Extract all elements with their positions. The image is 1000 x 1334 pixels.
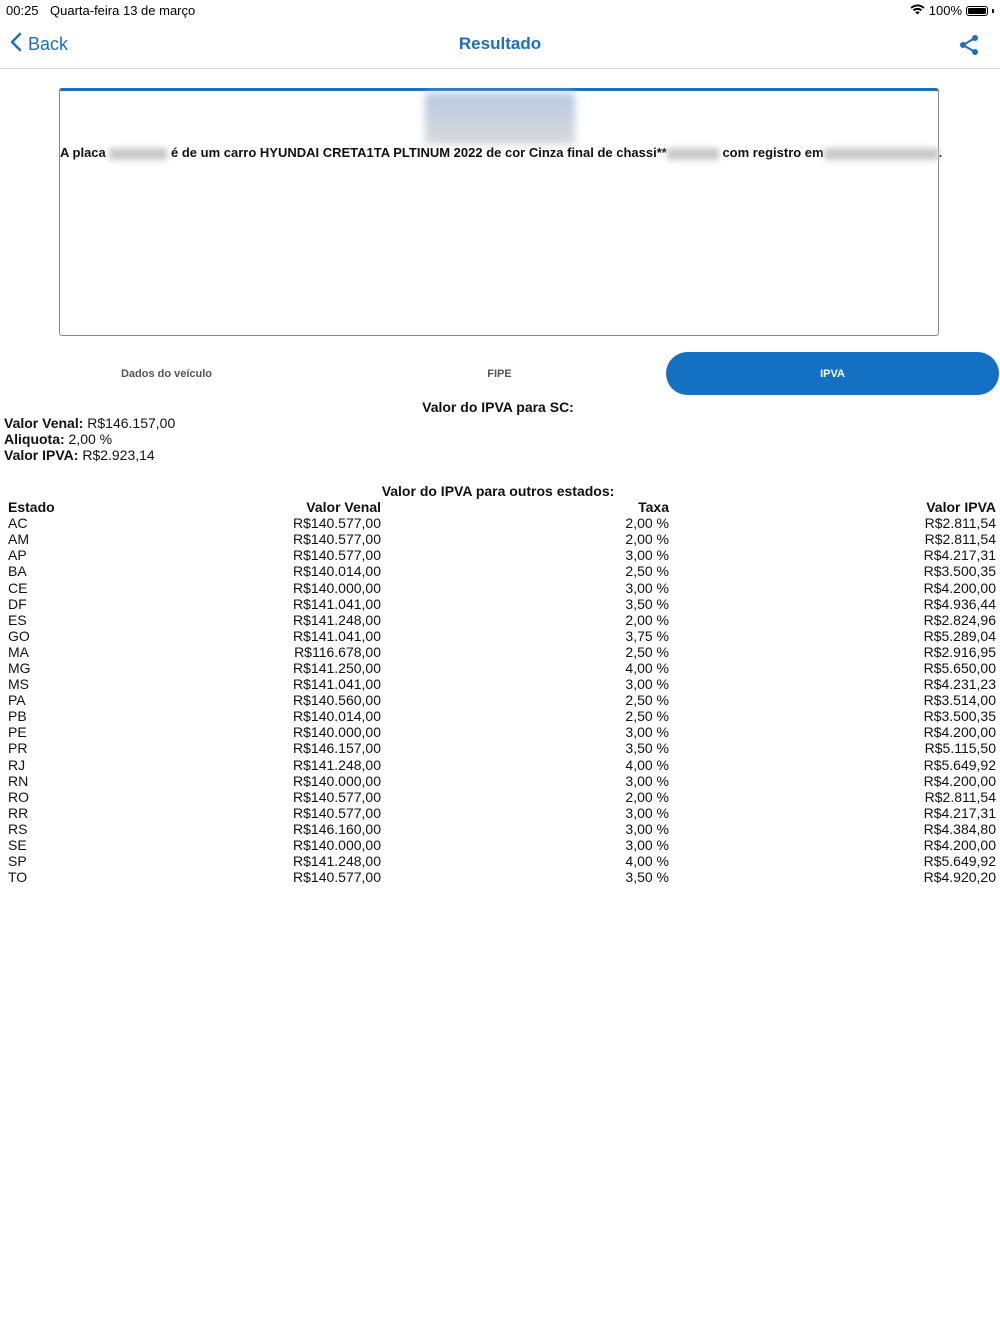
page-title: Resultado	[458, 34, 542, 53]
cell-taxa: 3,50 %	[625, 740, 669, 757]
sc-aliquota-value: 2,00 %	[68, 431, 113, 447]
cell-valor-ipva: R$5.289,04	[923, 627, 996, 644]
table-row	[8, 837, 996, 853]
status-time: 00:25	[6, 3, 39, 18]
cell-taxa: 4,00 %	[625, 853, 669, 870]
cell-estado: ES	[8, 611, 27, 628]
header-valor-ipva: Valor IPVA	[926, 499, 996, 516]
cell-valor-venal: R$116.678,00	[294, 643, 381, 660]
vehicle-description	[60, 145, 942, 160]
blurred-logo	[425, 93, 575, 145]
cell-valor-ipva: R$3.500,35	[923, 563, 996, 580]
cell-valor-ipva: R$4.217,31	[923, 547, 996, 564]
cell-taxa: 3,00 %	[625, 579, 669, 596]
table-row	[8, 789, 996, 805]
table-row	[8, 596, 996, 612]
battery-icon	[966, 6, 988, 16]
cell-valor-venal: R$140.014,00	[293, 563, 381, 580]
cell-valor-ipva: R$2.811,54	[924, 531, 996, 548]
table-row	[8, 724, 996, 740]
table-row	[8, 628, 996, 644]
cell-estado: MS	[8, 676, 29, 693]
tab-bar	[0, 352, 1000, 395]
tab-ipva[interactable]: IPVA	[666, 352, 999, 395]
cell-valor-ipva: R$5.115,50	[924, 740, 996, 757]
cell-estado: TO	[8, 869, 28, 886]
table-row	[8, 612, 996, 628]
cell-valor-venal: R$146.160,00	[293, 820, 381, 837]
blurred-city	[824, 148, 939, 160]
description-prefix: A placa	[60, 145, 106, 160]
cell-valor-ipva: R$4.200,00	[923, 837, 996, 854]
cell-estado: RS	[8, 820, 28, 837]
cell-taxa: 2,00 %	[625, 788, 669, 805]
cell-estado: AP	[8, 547, 27, 564]
cell-estado: SE	[8, 837, 27, 854]
back-label: Back	[28, 34, 69, 54]
cell-estado: MG	[8, 659, 31, 676]
table-row	[8, 805, 996, 821]
cell-taxa: 2,50 %	[625, 563, 669, 580]
table-row	[8, 579, 996, 595]
cell-valor-venal: R$140.577,00	[293, 869, 381, 886]
description-middle: é de um carro HYUNDAI CRETA1TA PLTINUM 2022 de cor Cinza final de chassi**	[171, 145, 667, 160]
cell-estado: AC	[8, 515, 28, 532]
cell-valor-ipva: R$2.811,54	[924, 788, 996, 805]
cell-valor-ipva: R$3.514,00	[923, 692, 996, 709]
cell-estado: PB	[8, 708, 27, 725]
cell-valor-ipva: R$5.649,92	[923, 853, 996, 870]
cell-estado: RO	[8, 788, 29, 805]
cell-valor-ipva: R$2.824,96	[923, 611, 996, 628]
table-row	[8, 547, 996, 563]
table-row	[8, 740, 996, 756]
cell-taxa: 4,00 %	[625, 756, 669, 773]
cell-valor-venal: R$140.000,00	[293, 772, 381, 789]
description-suffix: .	[938, 145, 943, 160]
cell-taxa: 2,00 %	[625, 531, 669, 548]
cell-taxa: 3,00 %	[625, 547, 669, 564]
cell-valor-venal: R$141.250,00	[293, 659, 381, 676]
sc-ipva-value: R$2.923,14	[82, 447, 155, 463]
cell-valor-venal: R$146.157,00	[293, 740, 381, 757]
cell-valor-ipva: R$4.200,00	[923, 772, 996, 789]
table-row	[8, 676, 996, 692]
cell-estado: GO	[8, 627, 30, 644]
cell-estado: PE	[8, 724, 27, 741]
table-row	[8, 660, 996, 676]
cell-valor-ipva: R$4.217,31	[923, 804, 996, 821]
cell-valor-venal: R$140.577,00	[293, 531, 381, 548]
table-body	[8, 515, 996, 885]
table-row	[8, 531, 996, 547]
cell-taxa: 2,50 %	[625, 692, 669, 709]
battery-tip	[992, 9, 994, 13]
share-button[interactable]	[958, 34, 980, 61]
header-estado: Estado	[8, 499, 55, 516]
sc-ipva-label: Valor IPVA:	[4, 447, 79, 463]
cell-taxa: 3,00 %	[625, 772, 669, 789]
cell-valor-ipva: R$2.811,54	[924, 515, 996, 532]
ipva-sc-info	[4, 415, 175, 463]
cell-valor-ipva: R$2.916,95	[923, 643, 996, 660]
cell-valor-ipva: R$4.200,00	[923, 579, 996, 596]
blurred-plate	[109, 148, 167, 160]
table-row	[8, 773, 996, 789]
nav-bar	[0, 22, 1000, 69]
tab-fipe[interactable]: FIPE	[487, 367, 512, 380]
cell-valor-ipva: R$3.500,35	[923, 708, 996, 725]
cell-taxa: 2,00 %	[625, 515, 669, 532]
cell-estado: DF	[8, 595, 27, 612]
table-row	[8, 708, 996, 724]
cell-taxa: 3,50 %	[625, 869, 669, 886]
cell-valor-ipva: R$4.920,20	[923, 869, 996, 886]
cell-taxa: 3,00 %	[625, 820, 669, 837]
cell-taxa: 3,00 %	[625, 676, 669, 693]
cell-valor-venal: R$141.248,00	[293, 756, 381, 773]
cell-taxa: 2,50 %	[625, 643, 669, 660]
table-row	[8, 821, 996, 837]
cell-valor-venal: R$140.000,00	[293, 579, 381, 596]
table-row	[8, 869, 996, 885]
cell-taxa: 3,00 %	[625, 804, 669, 821]
cell-taxa: 4,00 %	[625, 659, 669, 676]
sc-aliquota-label: Aliquota:	[4, 431, 65, 447]
cell-estado: RJ	[8, 756, 26, 773]
cell-valor-venal: R$140.577,00	[293, 788, 381, 805]
cell-valor-ipva: R$5.650,00	[923, 659, 996, 676]
wifi-icon	[910, 3, 925, 18]
cell-valor-venal: R$141.041,00	[293, 627, 381, 644]
blurred-chassis	[667, 148, 719, 160]
cell-valor-venal: R$141.248,00	[293, 611, 381, 628]
sc-ipva-row	[4, 447, 175, 463]
cell-valor-venal: R$140.577,00	[293, 547, 381, 564]
sc-aliquota-row	[4, 431, 175, 447]
cell-valor-venal: R$140.577,00	[293, 515, 381, 532]
table-row	[8, 644, 996, 660]
cell-valor-ipva: R$4.384,80	[923, 820, 996, 837]
cell-estado: SP	[8, 853, 27, 870]
cell-taxa: 3,00 %	[625, 837, 669, 854]
cell-estado: RN	[8, 772, 29, 789]
status-right	[910, 3, 994, 18]
status-bar	[0, 0, 1000, 22]
cell-valor-venal: R$140.000,00	[293, 837, 381, 854]
battery-percent: 100%	[928, 3, 962, 18]
cell-valor-ipva: R$4.200,00	[923, 724, 996, 741]
description-registro: com registro em	[722, 145, 824, 160]
cell-valor-ipva: R$4.231,23	[923, 676, 996, 693]
sc-venal-row	[4, 415, 175, 431]
cell-valor-venal: R$141.248,00	[293, 853, 381, 870]
sc-venal-value: R$146.157,00	[87, 415, 176, 431]
vehicle-description-box	[59, 88, 943, 336]
cell-valor-ipva: R$4.936,44	[923, 595, 996, 612]
cell-valor-venal: R$141.041,00	[293, 676, 381, 693]
ipva-others-title: Valor do IPVA para outros estados:	[381, 483, 615, 499]
cell-estado: AM	[8, 531, 29, 548]
table-row	[8, 515, 996, 531]
cell-valor-venal: R$140.560,00	[293, 692, 381, 709]
cell-valor-venal: R$140.000,00	[293, 724, 381, 741]
ipva-sc-title: Valor do IPVA para SC:	[422, 399, 574, 415]
cell-estado: RR	[8, 804, 29, 821]
cell-estado: CE	[8, 579, 28, 596]
table-row	[8, 563, 996, 579]
cell-taxa: 3,75 %	[625, 627, 669, 644]
cell-valor-ipva: R$5.649,92	[923, 756, 996, 773]
cell-taxa: 2,50 %	[625, 708, 669, 725]
cell-estado: BA	[8, 563, 27, 580]
table-header-row	[8, 499, 996, 515]
cell-taxa: 2,00 %	[625, 611, 669, 628]
cell-estado: PR	[8, 740, 28, 757]
cell-taxa: 3,50 %	[625, 595, 669, 612]
table-row	[8, 692, 996, 708]
table-row	[8, 757, 996, 773]
header-taxa: Taxa	[638, 499, 669, 516]
header-valor-venal: Valor Venal	[306, 499, 381, 516]
cell-estado: PA	[8, 692, 26, 709]
cell-taxa: 3,00 %	[625, 724, 669, 741]
cell-estado: MA	[8, 643, 29, 660]
ipva-states-table	[8, 499, 996, 885]
table-row	[8, 853, 996, 869]
cell-valor-venal: R$140.577,00	[293, 804, 381, 821]
cell-valor-venal: R$141.041,00	[293, 595, 381, 612]
cell-valor-venal: R$140.014,00	[293, 708, 381, 725]
tab-dados-veiculo[interactable]: Dados do veículo	[120, 367, 213, 380]
sc-venal-label: Valor Venal:	[4, 415, 84, 431]
share-icon	[958, 43, 980, 60]
status-date: Quarta-feira 13 de março	[50, 3, 196, 18]
